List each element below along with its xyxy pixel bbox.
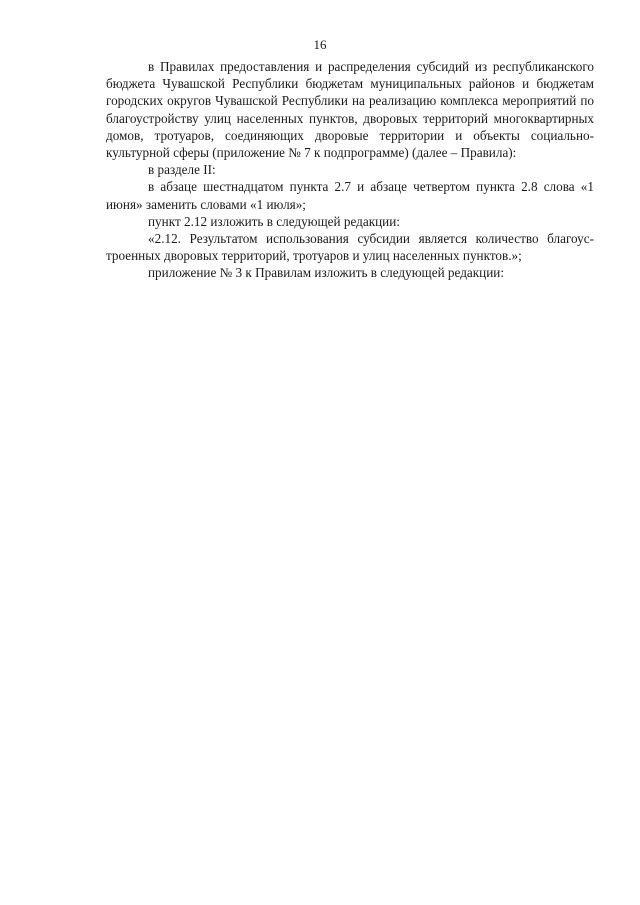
paragraph-rules-intro: в Правилах предоставления и распределения субсидий из республиканского бюджета Чувашской Республики бюджетам муниципальных районов и бюджетам городских округов Чувашской Республики на реализацию комплекса мероприятий по благоустройству улиц населенных пунктов, дворовых территорий многоквартирных домов, тротуаров, соединяющих дворовые территории и объекты социально-культурной сферы (приложение № 7 к подпрограмме) (далее – Правила): — [106, 59, 594, 161]
paragraph-point-2-12-text: «2.12. Результатом использования субсидии является количество благоустроенных дворовых территорий, тротуаров и улиц населенных пунктов.»; — [106, 231, 594, 264]
document-body — [106, 58, 594, 282]
page-number: 16 — [313, 37, 327, 52]
paragraph-appendix-3: приложение № 3 к Правилам изложить в следующей редакции: — [148, 265, 505, 281]
paragraph-section-ii: в разделе II: — [148, 162, 216, 178]
paragraph-point-2-12-intro: пункт 2.12 изложить в следующей редакции: — [148, 213, 400, 229]
paragraph-date-replacement: в абзаце шестнадцатом пункта 2.7 и абзаце четвертом пункта 2.8 слова «1 июня» заменить словами «1 июля»; — [106, 179, 594, 212]
